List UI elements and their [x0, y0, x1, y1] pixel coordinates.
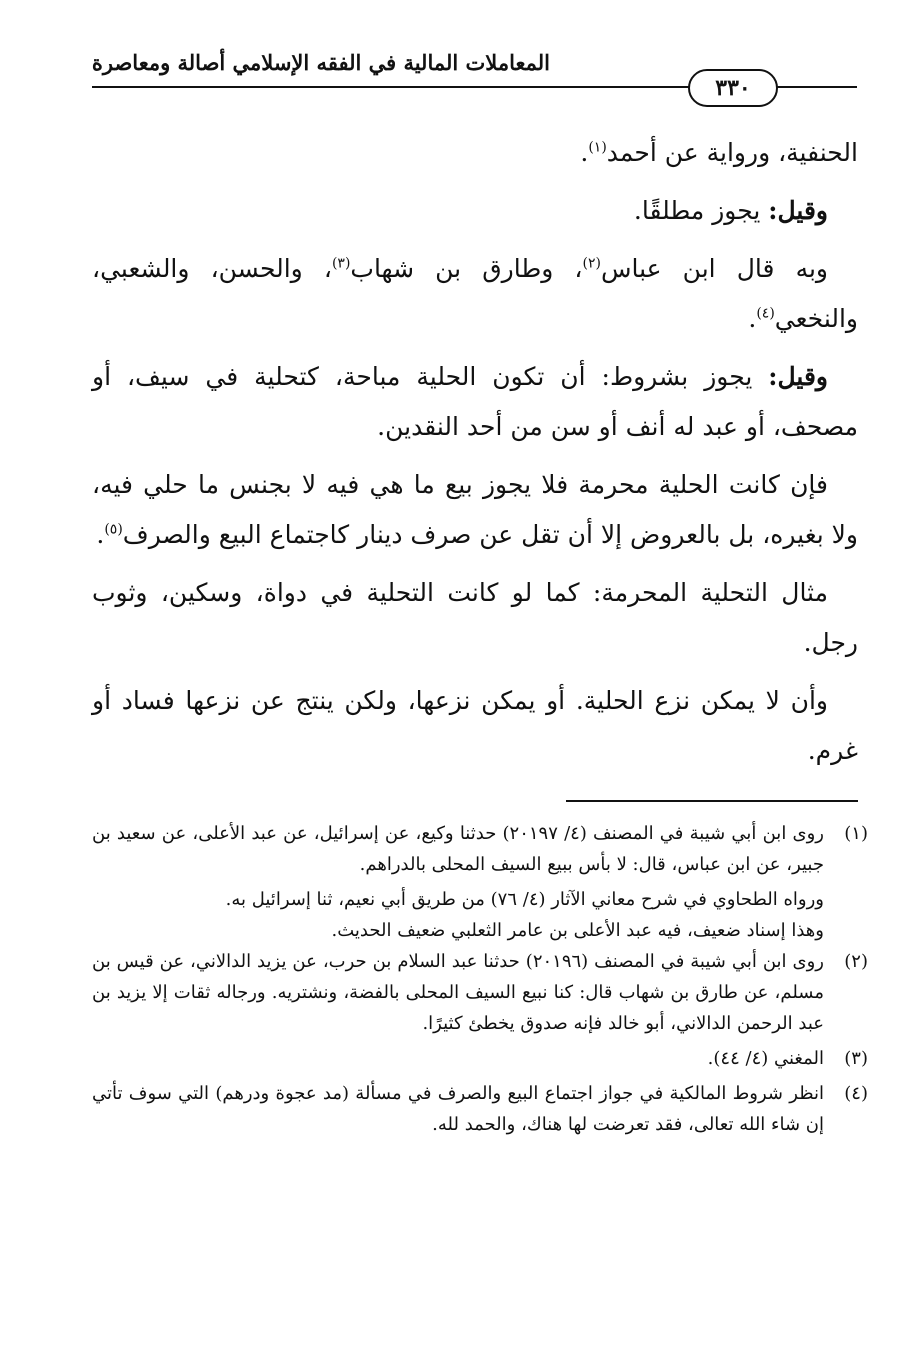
- footnote-text: روى ابن أبي شيبة في المصنف (٤/ ٢٠١٩٧) حدثنا وكيع، عن إسرائيل، عن عبد الأعلى، عن سعيد بن جبير، عن ابن عباس، قال: لا بأس ببيع السيف المحلى بالدراهم.: [92, 823, 824, 875]
- paragraph-3: وبه قال ابن عباس$^{(٢)}$، وطارق بن شهاب$^{(٣)}$، والحسن، والشعبي، والنخعي$^{(٤)}$.: [92, 254, 858, 333]
- footnote-ref-5[interactable]: (٥): [104, 521, 123, 538]
- footnote-separator: [566, 800, 858, 802]
- footnote-number: (٢): [844, 951, 868, 972]
- footnote-ref-4[interactable]: (٤): [756, 305, 775, 322]
- lead-word: وقيل:: [768, 362, 828, 391]
- paragraph-6: مثال التحلية المحرمة: كما لو كانت التحلية في دواة، وسكين، وثوب رجل.: [92, 578, 858, 657]
- footnote-3: [92, 1043, 868, 1074]
- footnote-number: (٤): [844, 1083, 868, 1104]
- footnote-text: انظر شروط المالكية في جواز اجتماع البيع والصرف في مسألة (مد عجوة ودرهم) التي سوف تأتي إن شاء الله تعالى، فقد تعرضت لها هناك، والحمد لله.: [92, 1083, 824, 1135]
- footnote-text: المغني (٤/ ٤٤).: [707, 1048, 824, 1069]
- footnote-number: (٣): [844, 1048, 868, 1069]
- page-number: ٣٣٠: [688, 69, 778, 107]
- paragraph-7: وأن لا يمكن نزع الحلية. أو يمكن نزعها، ولكن ينتج عن نزعها فساد أو غرم.: [92, 686, 858, 765]
- footnote-1-continuation: وهذا إسناد ضعيف، فيه عبد الأعلى بن عامر الثعلبي ضعيف الحديث.: [331, 920, 824, 941]
- paragraph-2: وقيل: يجوز مطلقًا.: [633, 196, 828, 225]
- footnotes: [92, 818, 868, 1144]
- paragraph-4: وقيل: يجوز بشروط: أن تكون الحلية مباحة، كتحلية في سيف، أو مصحف، أو عبد له أنف أو سن من أحد النقدين.: [92, 362, 858, 441]
- footnote-ref-3[interactable]: (٣): [331, 255, 351, 272]
- footnote-1: [92, 818, 868, 880]
- paragraph-5: فإن كانت الحلية محرمة فلا يجوز بيع ما هي فيه لا بجنس ما حلي فيه، ولا بغيره، بل بالعروض إلا أن تقل عن صرف دينار كاجتماع البيع والصرف$^{(٥)}$.: [92, 470, 858, 549]
- paragraph-1: الحنفية، ورواية عن أحمد$^{(١)}$.: [580, 138, 858, 167]
- footnote-ref-1[interactable]: (١): [588, 139, 607, 156]
- footnote-number: (١): [844, 823, 868, 844]
- footnote-text: روى ابن أبي شيبة في المصنف (٢٠١٩٦) حدثنا عبد السلام بن حرب، عن يزيد الدالاني، عن قيس بن مسلم، عن طارق بن شهاب قال: كنا نبيع السيف المحلى بالفضة، ونشتريه. ورجاله ثقات إلا يزيد بن عبد الرحمن الدالاني، أبو خالد فإنه صدوق يخطئ كثيرًا.: [92, 951, 824, 1034]
- footnote-4: [92, 1078, 868, 1140]
- running-title: المعاملات المالية في الفقه الإسلامي أصالة ومعاصرة: [91, 50, 550, 75]
- footnote-ref-2[interactable]: (٢): [582, 255, 601, 272]
- main-text: [92, 128, 858, 784]
- lead-word: وقيل:: [768, 196, 828, 225]
- footnote-1-continuation: ورواه الطحاوي في شرح معاني الآثار (٤/ ٧٦) من طريق أبي نعيم، ثنا إسرائيل به.: [225, 889, 824, 910]
- footnote-2: [92, 946, 868, 1039]
